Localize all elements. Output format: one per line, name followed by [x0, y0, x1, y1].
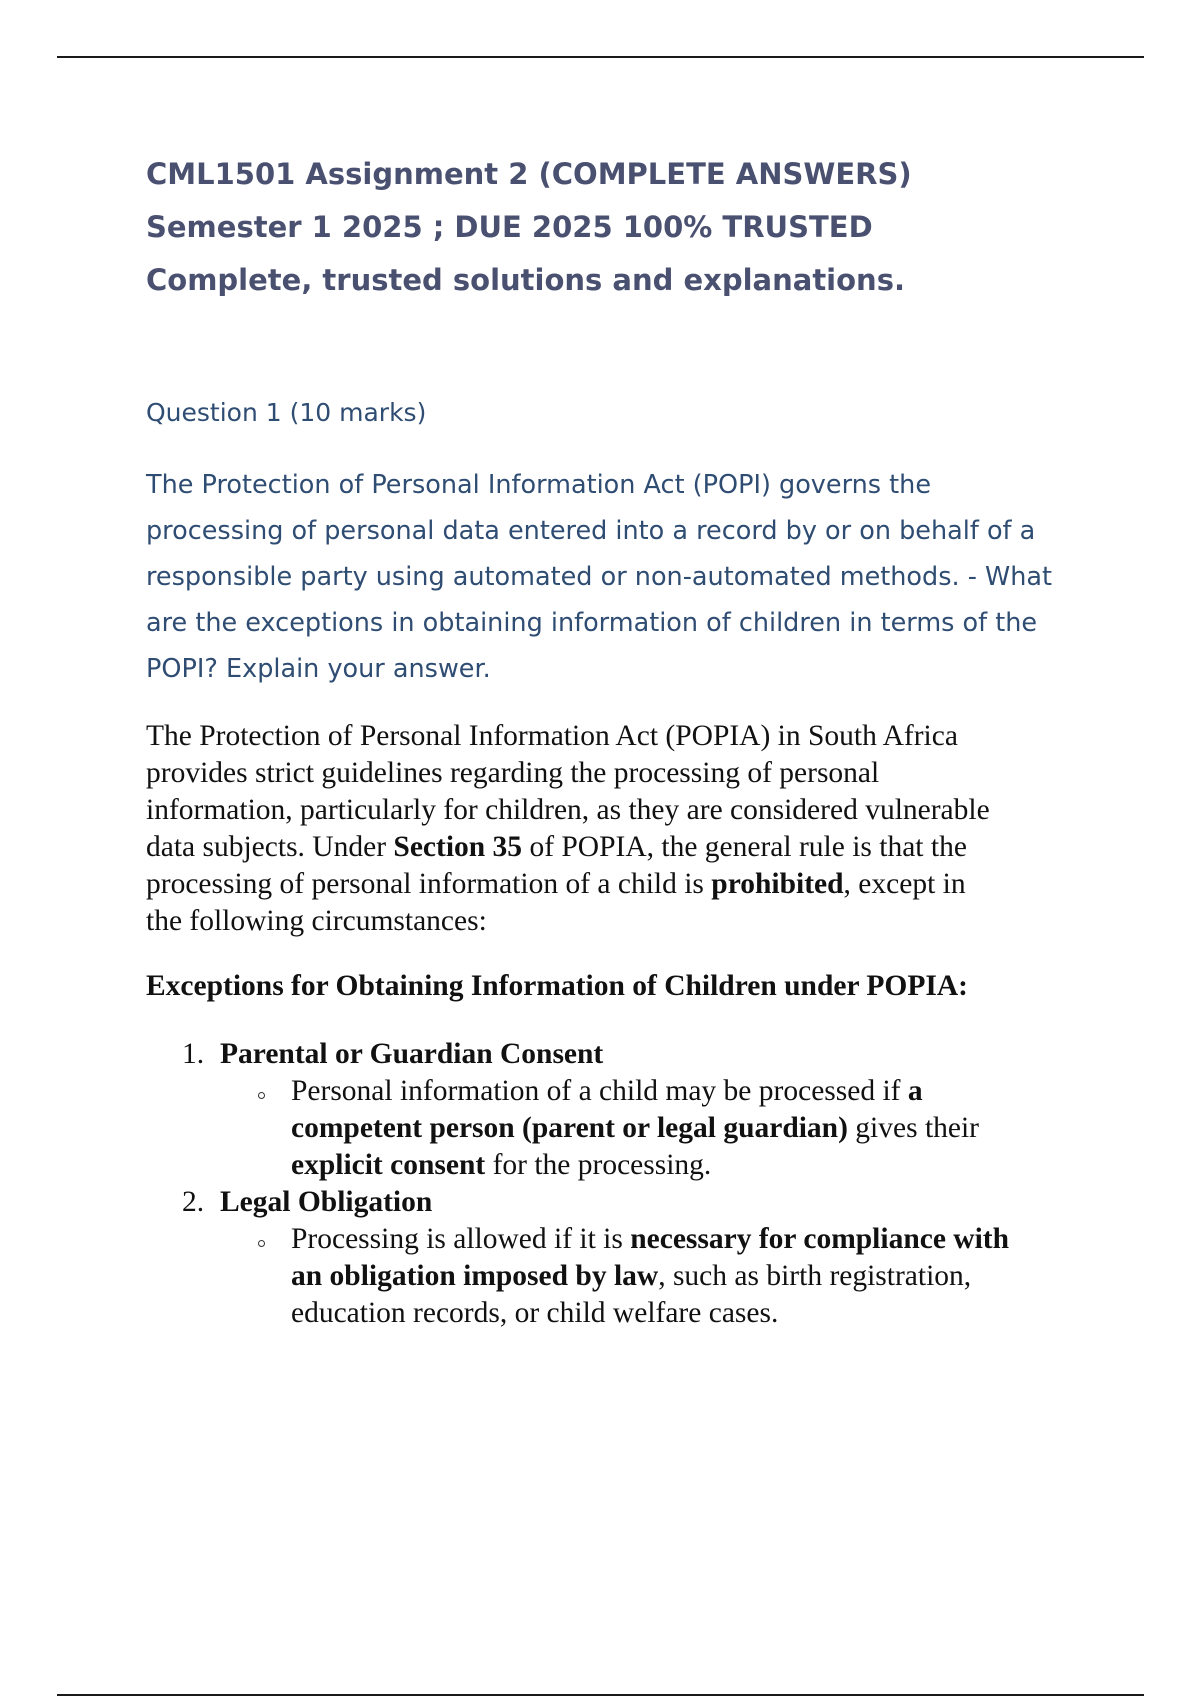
sub-emphasis: a	[907, 1075, 923, 1107]
title-line-3: Complete, trusted solutions and explanations.	[146, 263, 905, 297]
sub-bullet	[146, 1073, 1106, 1184]
list-item-title	[146, 1036, 1106, 1073]
question-line: responsible party using automated or non-automated methods. - What	[146, 562, 1053, 592]
hollow-bullet-icon	[258, 1092, 265, 1099]
sub-text: Personal information of a child may be processed if	[291, 1075, 908, 1107]
prohibited-emphasis: prohibited	[711, 868, 844, 900]
sub-line: education records, or child welfare cases.	[291, 1297, 779, 1329]
section-35-emphasis: Section 35	[393, 831, 523, 863]
sub-emphasis: necessary for compliance with	[630, 1223, 1010, 1255]
question-text	[146, 462, 1086, 692]
question-line: The Protection of Personal Information Act (POPI) governs the	[146, 470, 932, 500]
sub-text: for the processing.	[485, 1149, 712, 1181]
question-line: processing of personal data entered into a record by or on behalf of a	[146, 516, 1036, 546]
sub-text: , such as birth registration,	[658, 1260, 972, 1292]
exceptions-list	[146, 1036, 1106, 1332]
sub-emphasis: competent person (parent or legal guardian)	[291, 1112, 848, 1144]
title-line-2: Semester 1 2025 ; DUE 2025 100% TRUSTED	[146, 210, 873, 244]
document-title	[146, 148, 1106, 307]
answer-text: processing of personal information of a child is	[146, 868, 712, 900]
answer-text: , except in	[843, 868, 966, 900]
answer-line: The Protection of Personal Information Act (POPIA) in South Africa	[146, 720, 958, 752]
answer-paragraph	[146, 718, 1106, 940]
sub-line	[291, 1110, 1106, 1147]
answer-text: of POPIA, the general rule is that the	[522, 831, 967, 863]
question-heading: Question 1 (10 marks)	[146, 398, 427, 427]
list-number: 1.	[182, 1038, 205, 1070]
sub-emphasis: an obligation imposed by law	[291, 1260, 659, 1292]
list-item	[146, 1036, 1106, 1184]
bottom-rule	[57, 1694, 1144, 1696]
question-line: are the exceptions in obtaining information of children in terms of the	[146, 608, 1038, 638]
list-number: 2.	[182, 1186, 205, 1218]
sub-emphasis: explicit consent	[291, 1149, 486, 1181]
answer-line	[146, 866, 1106, 903]
sub-text: gives their	[847, 1112, 980, 1144]
question-line: POPI? Explain your answer.	[146, 654, 491, 684]
title-line-1: CML1501 Assignment 2 (COMPLETE ANSWERS)	[146, 157, 912, 191]
list-item	[146, 1184, 1106, 1332]
sub-text: Processing is allowed if it is	[291, 1223, 631, 1255]
sub-line	[291, 1073, 1106, 1110]
answer-line: information, particularly for children, as they are considered vulnerable	[146, 794, 990, 826]
list-item-title-text: Parental or Guardian Consent	[220, 1038, 604, 1070]
exceptions-heading: Exceptions for Obtaining Information of Children under POPIA:	[146, 970, 968, 1002]
sub-line	[291, 1147, 1106, 1184]
answer-line: provides strict guidelines regarding the processing of personal	[146, 757, 880, 789]
answer-line: the following circumstances:	[146, 905, 487, 937]
list-item-title-text: Legal Obligation	[220, 1186, 433, 1218]
answer-text: data subjects. Under	[146, 831, 394, 863]
sub-line	[291, 1221, 1106, 1258]
sub-line	[291, 1258, 1106, 1295]
list-item-title	[146, 1184, 1106, 1221]
sub-bullet	[146, 1221, 1106, 1332]
answer-line	[146, 829, 1106, 866]
hollow-bullet-icon	[258, 1240, 265, 1247]
top-rule	[57, 56, 1144, 58]
